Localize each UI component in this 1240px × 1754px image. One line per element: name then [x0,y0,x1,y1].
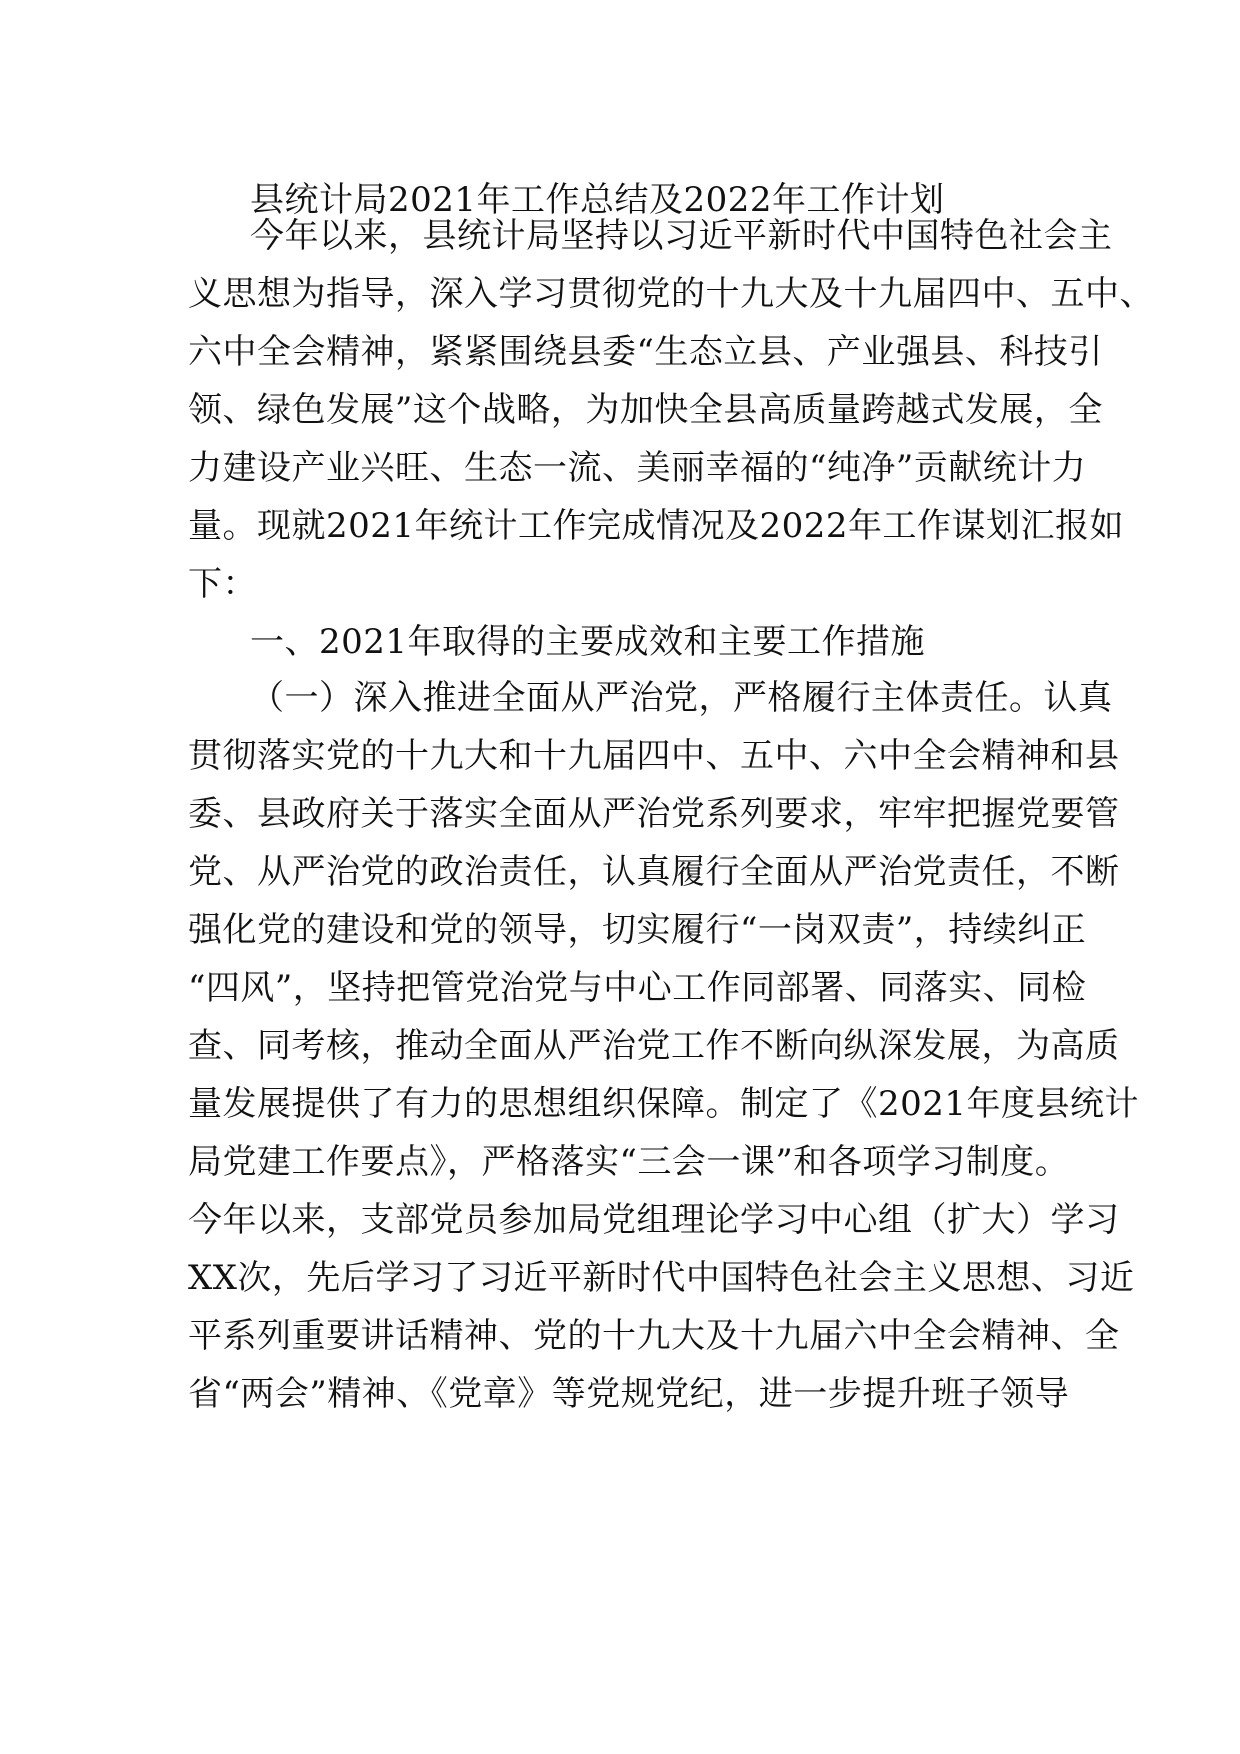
paragraph-line-12: 强化党的建设和党的领导，切实履行“一岗双责”，持续纠正 [188,910,1087,950]
paragraph-line-5: 力建设产业兴旺、生态一流、美丽幸福的“纯净”贡献统计力 [188,448,1087,488]
paragraph-line-19: 平系列重要讲话精神、党的十九大及十九届六中全会精神、全 [188,1316,1120,1356]
paragraph-line-3: 六中全会精神，紧紧围绕县委“生态立县、产业强县、科技引 [188,332,1103,372]
paragraph-line-16: 局党建工作要点》，严格落实“三会一课”和各项学习制度。 [188,1142,1070,1182]
paragraph-line-1: 今年以来，县统计局坚持以习近平新时代中国特色社会主 [250,216,1113,256]
paragraph-line-15: 量发展提供了有力的思想组织保障。制定了《2021年度县统计 [188,1084,1140,1124]
paragraph-line-11: 党、从严治党的政治责任，认真履行全面从严治党责任，不断 [188,852,1120,892]
paragraph-line-9: 贯彻落实党的十九大和十九届四中、五中、六中全会精神和县 [188,736,1120,776]
paragraph-line-10: 委、县政府关于落实全面从严治党系列要求，牢牢把握党要管 [188,794,1120,834]
paragraph-line-2: 义思想为指导，深入学习贯彻党的十九大及十九届四中、五中、 [188,274,1154,314]
paragraph-line-7: 下： [188,564,257,604]
section-heading: 一、2021年取得的主要成效和主要工作措施 [250,622,926,662]
paragraph-line-18: XX次，先后学习了习近平新时代中国特色社会主义思想、习近 [188,1258,1135,1298]
paragraph-line-4: 领、绿色发展”这个战略，为加快全县高质量跨越式发展，全 [188,390,1103,430]
paragraph-line-17: 今年以来，支部党员参加局党组理论学习中心组（扩大）学习 [188,1200,1120,1240]
paragraph-line-6: 量。现就2021年统计工作完成情况及2022年工作谋划汇报如 [188,506,1125,546]
paragraph-line-20: 省“两会”精神、《党章》等党规党纪，进一步提升班子领导 [188,1374,1070,1414]
paragraph-line-13: “四风”，坚持把管党治党与中心工作同部署、同落实、同检 [188,968,1087,1008]
paragraph-line-8: （一）深入推进全面从严治党，严格履行主体责任。认真 [250,678,1113,718]
paragraph-line-14: 查、同考核，推动全面从严治党工作不断向纵深发展，为高质 [188,1026,1120,1066]
document-title: 县统计局2021年工作总结及2022年工作计划 [250,180,945,220]
